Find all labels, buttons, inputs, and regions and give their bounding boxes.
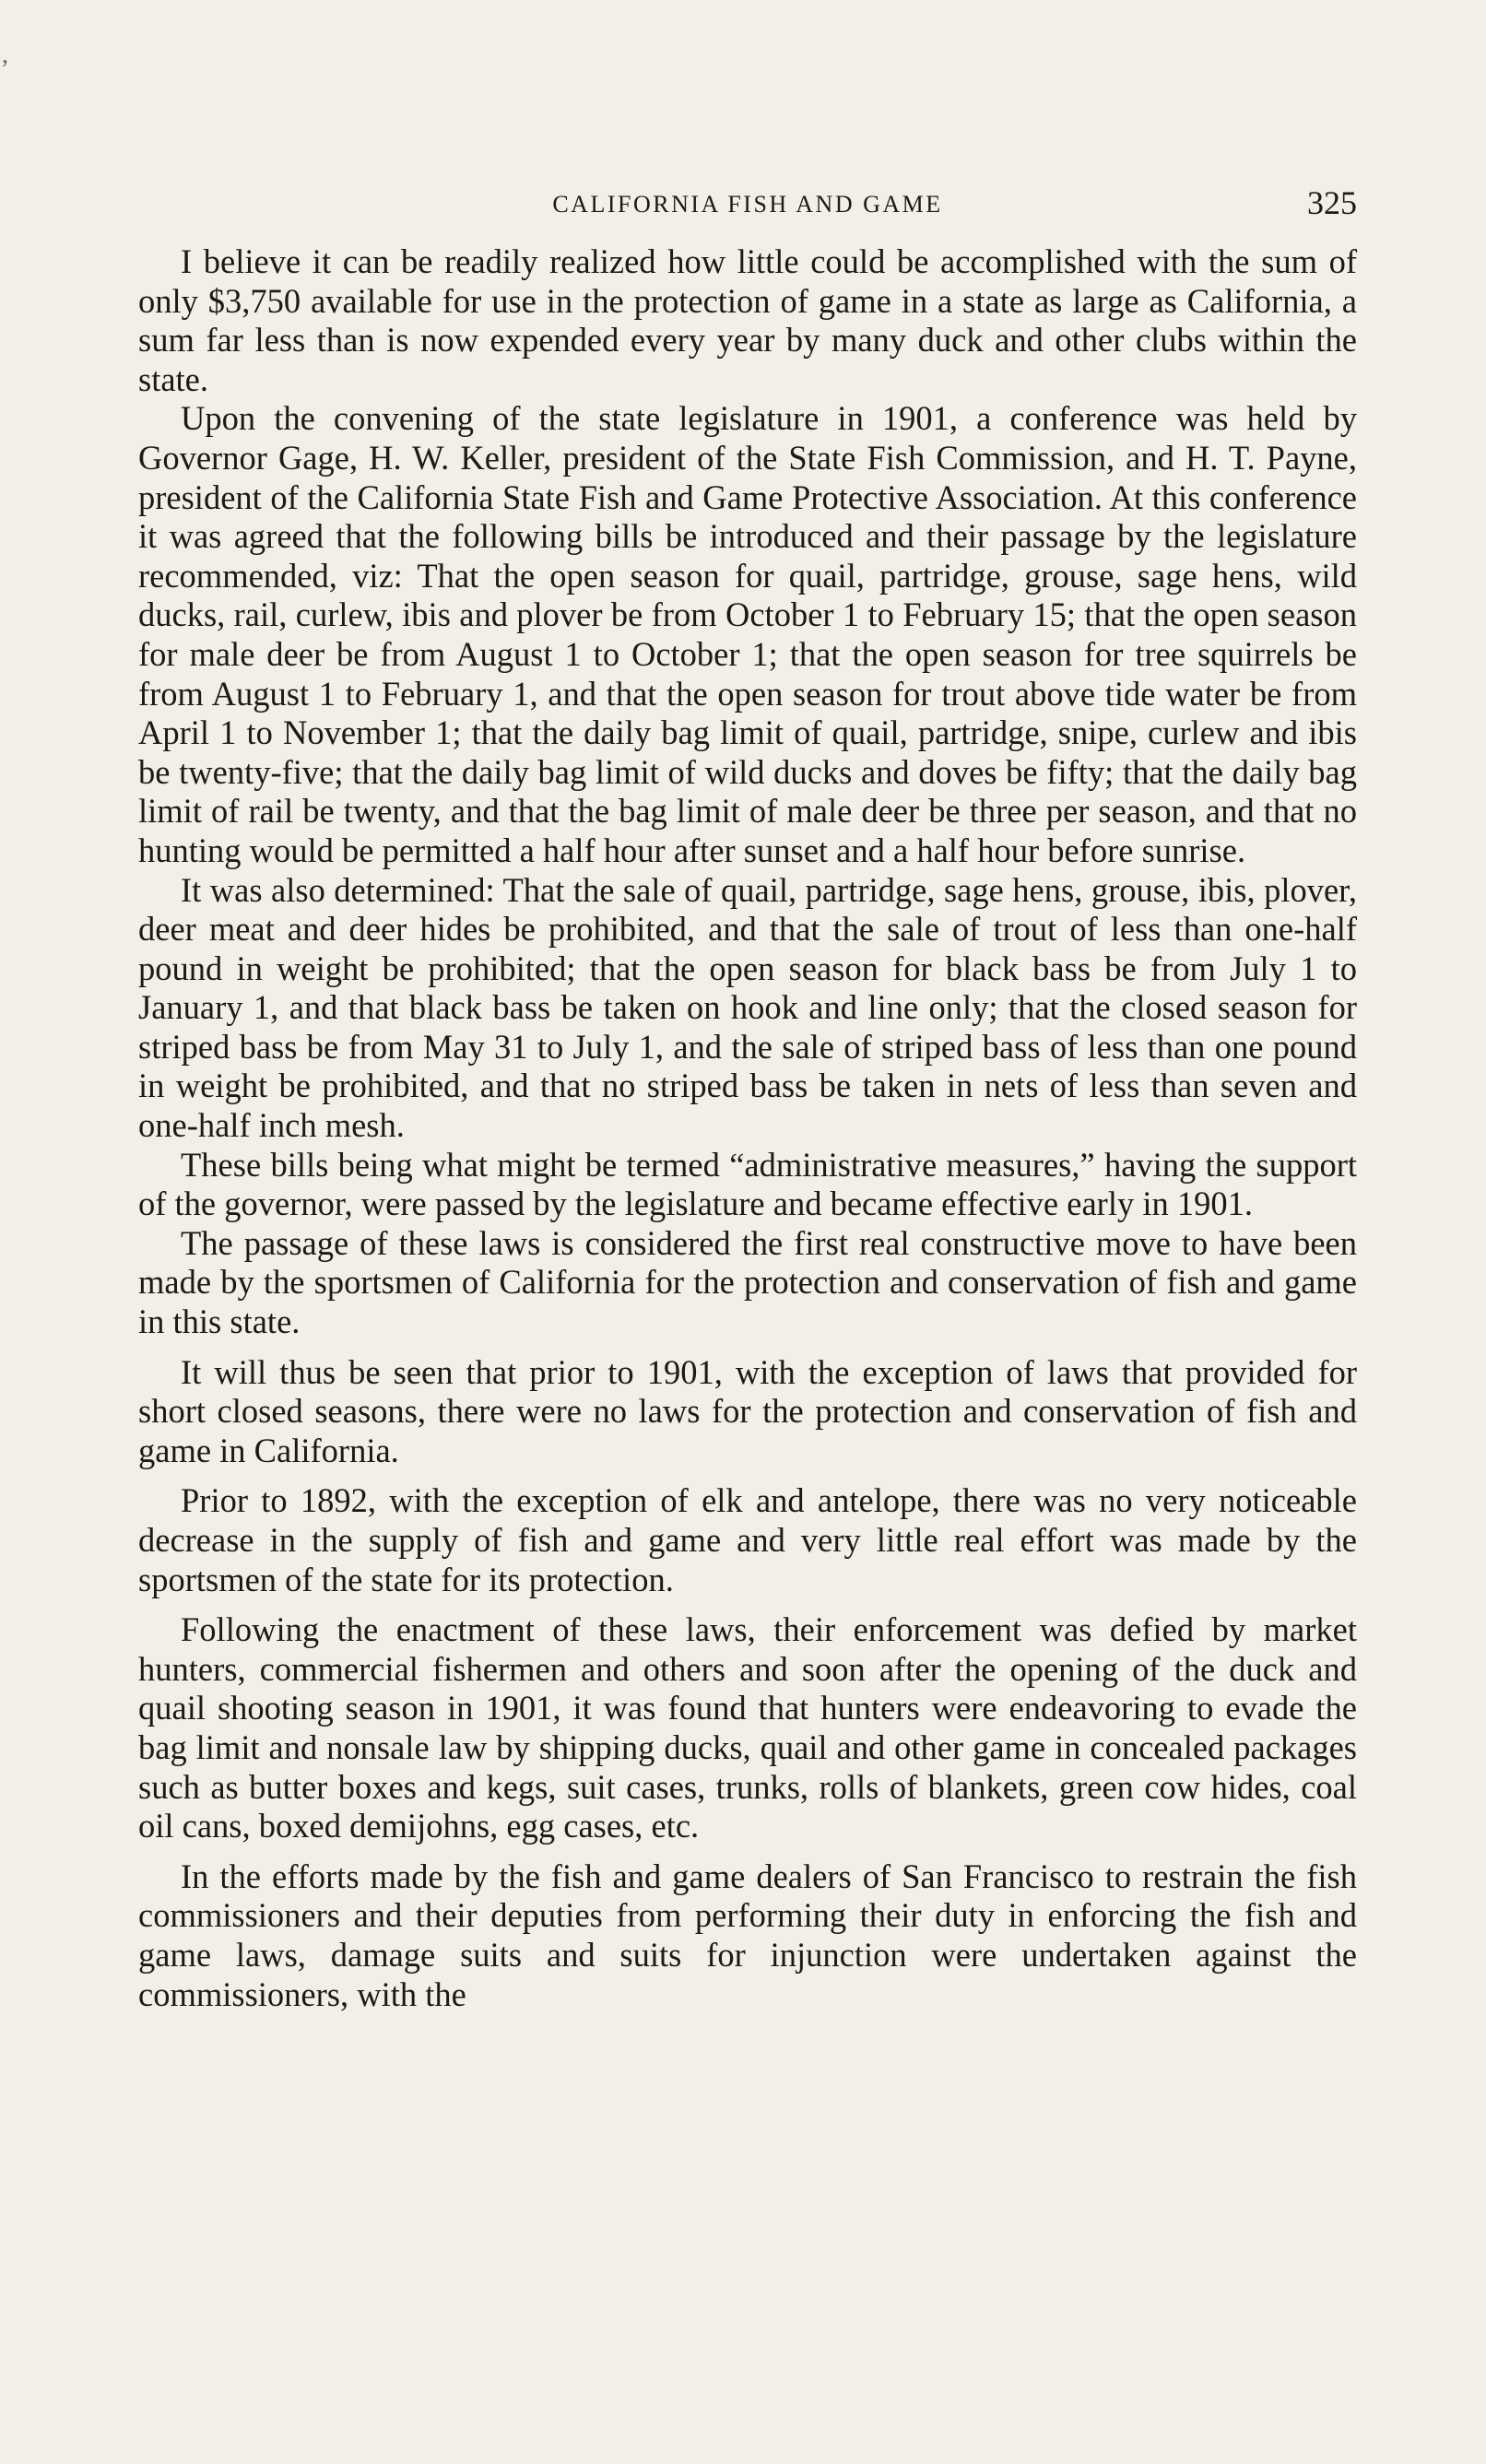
paragraph: I believe it can be readily realized how little could be accomplished with the sum of only $3,750 available for use in the protection of game in a state as large as California, a sum far less than is now expended every year by many duck and other clubs within the state. (138, 242, 1357, 398)
paragraph: Prior to 1892, with the exception of elk and antelope, there was no very noticeable decrease in the supply of fish and game and very little real effort was made by the sportsmen of the state for its protection. (138, 1481, 1357, 1598)
paragraph: The passage of these laws is considered the first real constructive move to have been made by the sportsmen of California for the protection and conservation of fish and game in this state. (138, 1223, 1357, 1341)
margin-mark: , (2, 41, 8, 69)
paragraph: In the efforts made by the fish and game dealers of San Francisco to restrain the fish commissioners and their deputies from performing their duty in enforcing the fish and game laws, damage suits and suits for injunction were undertaken against the commissioners, with the (138, 1857, 1357, 2013)
page-number: 325 (1307, 184, 1357, 221)
running-title: CALIFORNIA FISH AND GAME (552, 191, 943, 218)
paragraph: Following the enactment of these laws, their enforcement was defied by market hunters, commercial fishermen and others and soon after the opening of the duck and quail shooting season in 1901, it was found that hunters were endeavoring to evade the bag limit and nonsale law by shipping ducks, quail and other game in concealed packages such as butter boxes and kegs, suit cases, trunks, rolls of blankets, green cow hides, coal oil cans, boxed demijohns, egg cases, etc. (138, 1610, 1357, 1845)
paragraph: It will thus be seen that prior to 1901, with the exception of laws that provided for short closed seasons, there were no laws for the protection and conservation of fish and game in California. (138, 1352, 1357, 1469)
paragraph: It was also determined: That the sale of quail, partridge, sage hens, grouse, ibis, plover, deer meat and deer hides be prohibited, and that the sale of trout of less than one-half pound in weight be prohibited; that the open season for black bass be from July 1 to January 1, and that black bass be taken on hook and line only; that the closed season for striped bass be from May 31 to July 1, and the sale of striped bass of less than one pound in weight be prohibited, and that no striped bass be taken in nets of less than seven and one-half inch mesh. (138, 870, 1357, 1145)
document-page (138, 180, 1357, 2014)
body-text (138, 242, 1357, 2014)
paragraph: These bills being what might be termed “administrative measures,” having the support of the governor, were passed by the legislature and became effective early in 1901. (138, 1145, 1357, 1223)
page-header (138, 180, 1357, 228)
paragraph: Upon the convening of the state legislature in 1901, a conference was held by Governor Gage, H. W. Keller, president of the State Fish Commission, and H. T. Payne, president of the California State Fish and Game Protective Association. At this conference it was agreed that the following bills be introduced and their passage by the legislature recommended, viz: That the open season for quail, partridge, grouse, sage hens, wild ducks, rail, curlew, ibis and plover be from October 1 to February 15; that the open season for male deer be from August 1 to October 1; that the open season for tree squirrels be from August 1 to February 1, and that the open season for trout above tide water be from April 1 to November 1; that the daily bag limit of quail, partridge, snipe, curlew and ibis be twenty-five; that the daily bag limit of wild ducks and doves be fifty; that the daily bag limit of rail be twenty, and that the bag limit of male deer be three per season, and that no hunting would be permitted a half hour after sunset and a half hour before sunrise. (138, 399, 1357, 869)
